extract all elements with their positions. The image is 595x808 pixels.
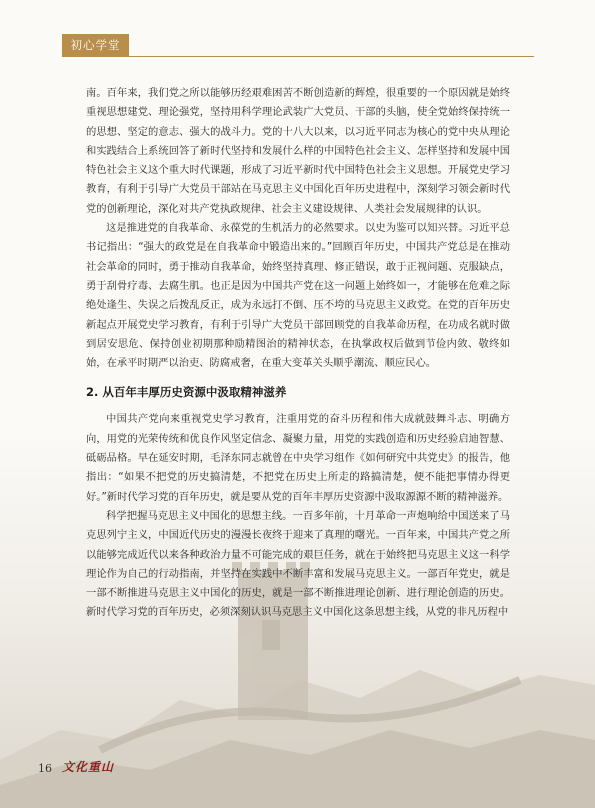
paragraph: 中国共产党向来重视党史学习教育，注重用党的奋斗历程和伟大成就鼓舞斗志、明确方向，用党的光荣传统和优良作风坚定信念、凝聚力量，用党的实践创造和历史经验启迪智慧、砥砺品格。早在延安时期，毛泽东同志就曾在中央学习组作《如何研究中共党史》的报告，他指出：“如果不把党的历史搞清楚，不把党在历史上所走的路搞清楚，便不能把事情办得更好。”新时代学习党的百年历史，就是要从党的百年丰厚历史资源中汲取源源不断的精神滋养。 [86,413,510,503]
section-heading: 2. 从百年丰厚历史资源中汲取精神滋养 [86,385,287,400]
header-divider [62,56,534,57]
paragraph: 这是推进党的自我革命、永葆党的生机活力的必然要求。以史为鉴可以知兴替。习近平总书记指出：“强大的政党是在自我革命中锻造出来的。”回顾百年历史，中国共产党总是在推动社会革命的同时，勇于推动自我革命，始终坚持真理、修正错误，敢于正视问题、克服缺点，勇于刮骨疗毒、去腐生肌。也正是因为中国共产党在这一问题上始终如一，才能够在危难之际绝处逢生、失误之后拨乱反正，成为永远打不倒、压不垮的马克思主义政党。在党的百年历史新起点开展党史学习教育，有利于引导广大党员干部回顾党的自我革命历程，在功成名就时做到居安思危、保持创业初期那种励精图治的精神状态，在执掌政权后做到节俭内敛、敬终如始，在承平时期严以治吏、防腐戒奢，在重大变革关头顺乎潮流、顺应民心。 [86,222,510,370]
page-number: 16 [38,762,52,775]
article-body [86,84,510,623]
paragraph: 科学把握马克思主义中国化的思想主线。一百多年前，十月革命一声炮响给中国送来了马克思列宁主义，中国近代历史的漫漫长夜终于迎来了真理的曙光。一百年来，中国共产党之所以能够完成近代以来各种政治力量不可能完成的艰巨任务，就在于始终把马克思主义这一科学理论作为自己的行动指南，并坚持在实践中不断丰富和发展马克思主义。一部百年党史，就是一部不断推进马克思主义中国化的历史，就是一部不断推进理论创新、进行理论创造的历史。新时代学习党的百年历史，必须深刻认识马克思主义中国化这条思想主线，从党的非凡历程中 [86,509,510,619]
paragraph: 南。百年来，我们党之所以能够历经艰难困苦不断创造新的辉煌，很重要的一个原因就是始终重视思想建党、理论强党，坚持用科学理论武装广大党员、干部的头脑，使全党始终保持统一的思想、坚定的意志、强大的战斗力。党的十八大以来，以习近平同志为核心的党中央从理论和实践结合上系统回答了新时代坚持和发展什么样的中国特色社会主义、怎样坚持和发展中国特色社会主义这个重大时代课题，形成了习近平新时代中国特色社会主义思想。开展党史学习教育，有利于引导广大党员干部站在马克思主义中国化百年历史进程中，深刻学习领会新时代党的创新理论，深化对共产党执政规律、社会主义建设规律、人类社会发展规律的认识。 [86,87,510,215]
magazine-logo: 文化重山 [62,760,115,774]
section-tab: 初心学堂 [62,34,129,56]
